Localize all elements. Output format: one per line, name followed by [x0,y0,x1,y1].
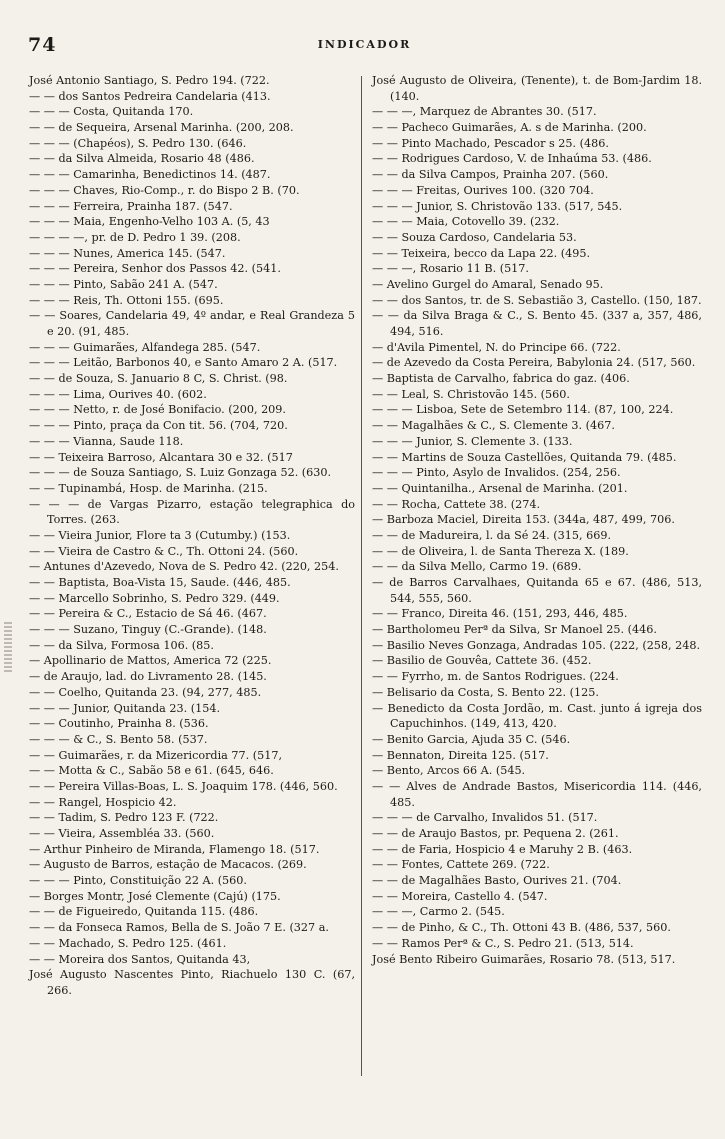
directory-entry: — — Soares, Candelaria 49, 4º andar, e Real Grandeza 5 e 20. (91, 485. [29,309,355,338]
directory-entry: — — — Pinto, Sabão 241 A. (547. [29,277,218,291]
directory-entry: — — da Silva Mello, Carmo 19. (689. [372,560,582,574]
directory-entry: — — — de Souza Santiago, S. Luiz Gonzaga 52. (630. [29,466,332,480]
directory-entry: — — —, Rosario 11 B. (517. [372,262,529,276]
page-number: 74 [28,34,57,56]
directory-entry: — — Coutinho, Prainha 8. (536. [29,717,209,731]
directory-entry: José Augusto de Oliveira, (Tenente), t. de Bom-Jardim 18. (140. [372,74,702,103]
directory-entry: — Apollinario de Mattos, America 72 (225. [29,654,272,668]
directory-entry: — — — Guimarães, Alfandega 285. (547. [29,340,261,354]
directory-entry: José Antonio Santiago, S. Pedro 194. (722. [29,74,270,87]
directory-entry: — — Pinto Machado, Pescador s 25. (486. [372,136,609,150]
directory-entry: — — — Junior, S. Christovão 133. (517, 545. [372,199,623,213]
directory-entry: — Bennaton, Direita 125. (517. [372,748,549,762]
directory-entry: — — — Lisboa, Sete de Setembro 114. (87, 100, 224. [372,403,674,417]
directory-entry: — — Coelho, Quitanda 23. (94, 277, 485. [29,685,262,699]
directory-entry: — — Magalhães & C., S. Clemente 3. (467. [372,419,615,433]
directory-entry: José Bento Ribeiro Guimarães, Rosario 78. (513, 517. [372,952,676,966]
directory-entry: — — Tupinambá, Hosp. de Marinha. (215. [29,481,268,495]
directory-entry: — — — Junior, S. Clemente 3. (133. [372,434,573,448]
directory-entry: — — — Pinto, praça da Con tit. 56. (704, 720. [29,419,288,433]
directory-entry: — — — Reis, Th. Ottoni 155. (695. [29,293,224,307]
directory-entry: — — — Lima, Ourives 40. (602. [29,387,207,401]
directory-entry: — — — de Vargas Pizarro, estação telegraphica do Torres. (263. [29,497,355,527]
directory-entry: — — Fyrrho, m. de Santos Rodrigues. (224. [372,670,619,684]
directory-entry: — — de Madureira, l. da Sé 24. (315, 669. [372,528,612,542]
left-column [29,73,355,999]
directory-entry: — — Teixeira Barroso, Alcantara 30 e 32. (517 [29,450,293,464]
directory-entry: — — de Sequeira, Arsenal Marinha. (200, 208. [29,121,294,135]
directory-entry: — — — Maia, Engenho-Velho 103 A. (5, 43 [29,215,270,229]
directory-entry: — — Souza Cardoso, Candelaria 53. [372,230,577,244]
directory-entry: — — da Silva, Formosa 106. (85. [29,638,214,652]
directory-entry: — — Guimarães, r. da Mizericordia 77. (517, [29,748,283,762]
directory-entry: — — da Silva Braga & C., S. Bento 45. (337 a, 357, 486, 494, 516. [372,309,702,338]
directory-entry: — — — (Chapéos), S. Pedro 130. (646. [29,136,247,150]
directory-entry: — — — Pereira, Senhor dos Passos 42. (541. [29,262,281,276]
directory-entry: — — —, Marquez de Abrantes 30. (517. [372,105,597,119]
directory-entry: — — Teixeira, becco da Lapa 22. (495. [372,246,591,260]
directory-entry: — — — Netto, r. de José Bonifacio. (200, 209. [29,403,286,417]
directory-entry: — Antunes d'Azevedo, Nova de S. Pedro 42. (220, 254. [29,560,339,574]
directory-entry: — — de Figueiredo, Quitanda 115. (486. [29,905,259,919]
directory-entry: — — Baptista, Boa-Vista 15, Saude. (446, 485. [29,576,291,589]
directory-entry: — Belisario da Costa, S. Bento 22. (125. [372,685,599,699]
directory-entry: — de Azevedo da Costa Pereira, Babylonia 24. (517, 560. [372,356,696,370]
directory-entry: — Bento, Arcos 66 A. (545. [372,764,526,778]
directory-entry: — Arthur Pinheiro de Miranda, Flamengo 18. (517. [29,842,320,856]
directory-entry: — — — Nunes, America 145. (547. [29,246,226,260]
directory-entry: — — — de Carvalho, Invalidos 51. (517. [372,811,598,825]
directory-entry: — de Barros Carvalhaes, Quitanda 65 e 67. (486, 513, 544, 555, 560. [372,576,702,605]
directory-entry: José Augusto Nascentes Pinto, Riachuelo 130 C. (67, 266. [29,968,355,997]
directory-entry: — — Moreira dos Santos, Quitanda 43, [29,952,251,966]
directory-entry: — — — Chaves, Rio-Comp., r. do Bispo 2 B. (70. [29,183,300,197]
directory-entry: — — — Leitão, Barbonos 40, e Santo Amaro 2 A. (517. [29,356,338,370]
directory-entry: — Barboza Maciel, Direita 153. (344a, 487, 499, 706. [372,513,675,527]
directory-entry: — Borges Montr, José Clemente (Cajú) (175. [29,889,281,903]
directory-entry: — — Alves de Andrade Bastos, Misericordia 114. (446, 485. [372,779,702,809]
right-column [372,73,702,967]
directory-entry: — Basilio de Gouvêa, Cattete 36. (452. [372,654,592,668]
directory-entry: — — de Faria, Hospicio 4 e Maruhy 2 B. (463. [372,842,633,856]
directory-entry: — — Rangel, Hospicio 42. [29,795,177,809]
directory-entry: — — Leal, S. Christovão 145. (560. [372,387,570,401]
directory-entry: — — — —, pr. de D. Pedro 1 39. (208. [29,230,241,244]
directory-entry: — Benedicto da Costa Jordão, m. Cast. junto á igreja dos Capuchinhos. (149, 413, 420. [372,701,702,731]
directory-entry: — — Pereira Villas-Boas, L. S. Joaquim 178. (446, 560. [29,779,338,793]
directory-entry: — — Franco, Direita 46. (151, 293, 446, 485. [372,607,628,621]
running-title: INDICADOR [317,38,412,51]
directory-entry: — — — Pinto, Constituição 22 A. (560. [29,874,247,888]
page-edge-mark [4,620,12,672]
column-divider [361,76,362,1076]
directory-entry: — — dos Santos, tr. de S. Sebastião 3, Castello. (150, 187. [372,293,702,307]
directory-entry: — — Marcello Sobrinho, S. Pedro 329. (449. [29,591,280,605]
directory-entry: — d'Avila Pimentel, N. do Principe 66. (722. [372,340,621,354]
directory-entry: — — Vieira de Castro & C., Th. Ottoni 24. (560. [29,544,299,558]
directory-entry: — — Pacheco Guimarães, A. s de Marinha. (200. [372,121,647,135]
directory-entry: — Baptista de Carvalho, fabrica do gaz. (406. [372,372,630,386]
directory-entry: — — — Camarinha, Benedictinos 14. (487. [29,168,271,182]
directory-entry: — — — Maia, Cotovello 39. (232. [372,215,560,229]
directory-entry: — — de Magalhães Basto, Ourives 21. (704. [372,874,622,888]
directory-entry: — — dos Santos Pedreira Candelaria (413. [29,89,271,103]
directory-entry: — — de Souza, S. Januario 8 C, S. Christ. (98. [29,372,288,386]
directory-entry: — — Rocha, Cattete 38. (274. [372,497,541,511]
directory-entry: — — da Silva Almeida, Rosario 48 (486. [29,152,255,166]
directory-entry: — — — Ferreira, Prainha 187. (547. [29,199,233,213]
directory-entry: — — Pereira & C., Estacio de Sá 46. (467. [29,607,267,621]
directory-entry: — — Fontes, Cattete 269. (722. [372,858,550,872]
directory-entry: — — — Costa, Quitanda 170. [29,105,194,119]
directory-entry: — — Quintanilha., Arsenal de Marinha. (201. [372,481,628,495]
directory-entry: — — Motta & C., Sabão 58 e 61. (645, 646. [29,764,274,778]
directory-entry: — — da Silva Campos, Prainha 207. (560. [372,168,609,182]
directory-entry: — — Martins de Souza Castellões, Quitanda 79. (485. [372,450,677,464]
directory-entry: — — Machado, S. Pedro 125. (461. [29,936,227,950]
directory-entry: — — da Fonseca Ramos, Bella de S. João 7 E. (327 a. [29,921,329,935]
directory-entry: — — Vieira, Assembléa 33. (560. [29,827,215,840]
directory-entry: — — — Vianna, Saude 118. [29,434,184,448]
directory-entry: — Bartholomeu Perª da Silva, Sr Manoel 25. (446. [372,623,657,637]
directory-entry: — — — Pinto, Asylo de Invalidos. (254, 256. [372,466,621,480]
directory-entry: — Augusto de Barros, estação de Macacos. (269. [29,858,307,872]
directory-entry: — — de Araujo Bastos, pr. Pequena 2. (261. [372,827,619,840]
directory-entry: — de Araujo, lad. do Livramento 28. (145. [29,670,267,684]
directory-entry: — — Rodrigues Cardoso, V. de Inhaúma 53. (486. [372,152,652,166]
directory-entry: — Basilio Neves Gonzaga, Andradas 105. (222, (258, 248. [372,638,701,652]
directory-entry: — — Moreira, Castello 4. (547. [372,889,548,903]
directory-entry: — — — Junior, Quitanda 23. (154. [29,701,221,715]
directory-entry: — — de Pinho, & C., Th. Ottoni 43 B. (486, 537, 560. [372,921,671,935]
directory-entry: — Benito Garcia, Ajuda 35 C. (546. [372,732,571,746]
directory-entry: — — Ramos Perª & C., S. Pedro 21. (513, 514. [372,936,634,950]
directory-entry: — — de Oliveira, l. de Santa Thereza X. (189. [372,544,629,558]
directory-entry: — — — & C., S. Bento 58. (537. [29,732,208,746]
directory-entry: — — Tadim, S. Pedro 123 F. (722. [29,811,219,825]
directory-entry: — — —, Carmo 2. (545. [372,905,505,919]
page-header [28,34,701,56]
directory-entry: — Avelino Gurgel do Amaral, Senado 95. [372,277,604,291]
directory-entry: — — Vieira Junior, Flore ta 3 (Cutumby.) (153. [29,528,291,542]
directory-entry: — — — Freitas, Ourives 100. (320 704. [372,183,594,197]
directory-entry: — — — Suzano, Tinguy (C.-Grande). (148. [29,623,267,637]
